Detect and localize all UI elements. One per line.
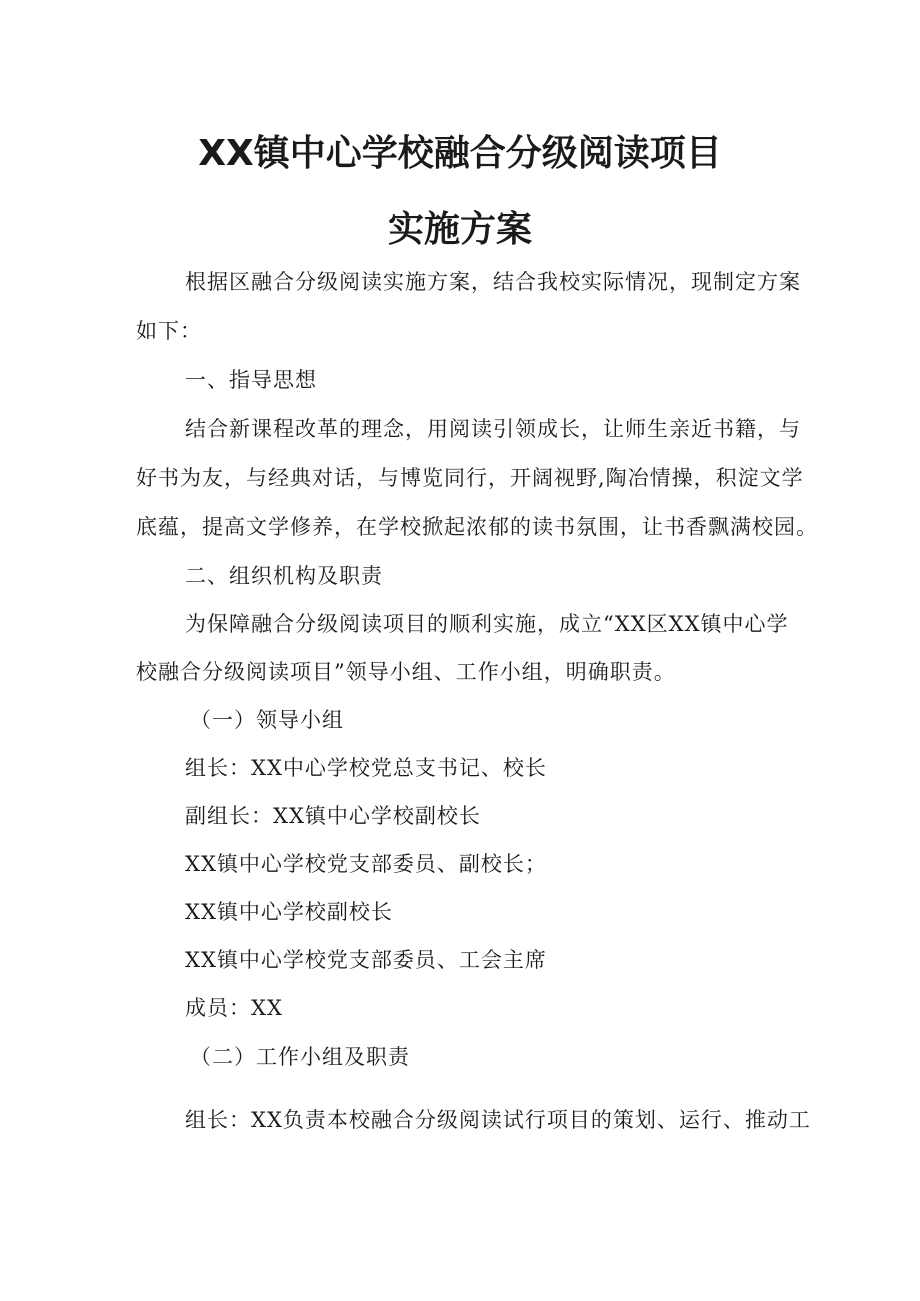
section-2-heading: 二、组织机构及职责 — [185, 564, 383, 588]
intro-paragraph-line-1: 根据区融合分级阅读实施方案，结合我校实际情况，现制定方案 — [185, 270, 801, 294]
section-1-heading: 一、指导思想 — [185, 368, 317, 392]
intro-paragraph-line-2: 如下： — [136, 319, 202, 343]
section-1-line-2: 好书为友，与经典对话，与博览同行，开阔视野,陶冶情操，积淀文学 — [136, 466, 804, 490]
leadership-deputy: 副组长：XX镇中心学校副校长 — [185, 804, 481, 828]
leadership-members: 成员：XX — [185, 996, 283, 1020]
section-1-line-3: 底蕴，提高文学修养，在学校掀起浓郁的读书氛围，让书香飘满校园。 — [136, 515, 818, 539]
leadership-member-1: XX镇中心学校党支部委员、副校长； — [185, 852, 547, 876]
leadership-member-2: XX镇中心学校副校长 — [185, 900, 393, 924]
work-group-leader: 组长：XX负责本校融合分级阅读试行项目的策划、运行、推动工 — [185, 1108, 811, 1132]
section-2-line-1: 为保障融合分级阅读项目的顺利实施，成立“XX区XX镇中心学 — [185, 612, 789, 636]
subsection-1-heading: （一）领导小组 — [190, 708, 344, 732]
leadership-leader: 组长：XX中心学校党总支书记、校长 — [185, 756, 547, 780]
section-1-line-1: 结合新课程改革的理念，用阅读引领成长，让师生亲近书籍，与 — [185, 417, 801, 441]
leadership-member-3: XX镇中心学校党支部委员、工会主席 — [185, 948, 547, 972]
subsection-2-heading: （二）工作小组及职责 — [190, 1045, 410, 1069]
document-title-line-2: 实施方案 — [387, 209, 532, 250]
document-title-line-1: XX镇中心学校融合分级阅读项目 — [198, 133, 722, 174]
section-2-line-2: 校融合分级阅读项目”领导小组、工作小组，明确职责。 — [136, 660, 676, 684]
